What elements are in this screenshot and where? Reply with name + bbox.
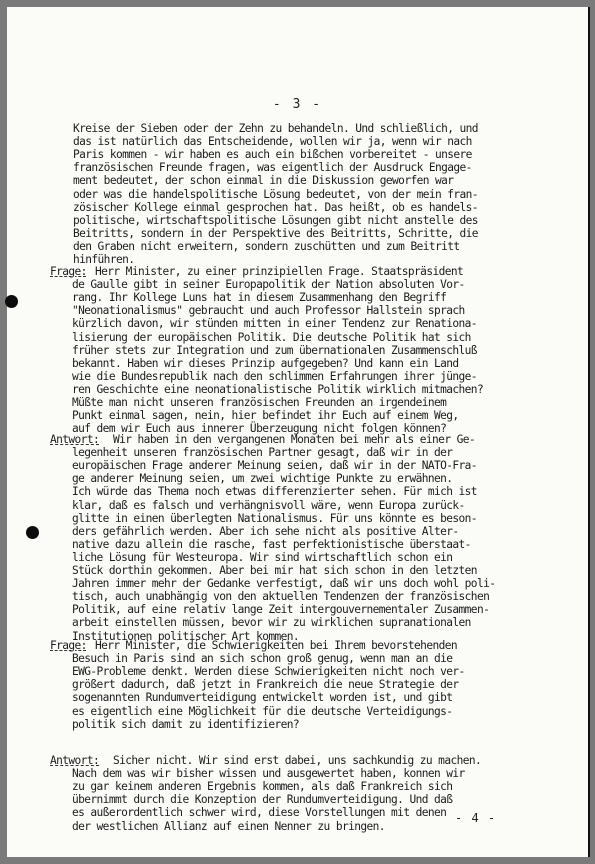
- text-line: sogenannten Rundumverteidigung entwickelt worden ist, und gibt: [72, 691, 453, 705]
- text-line: bekannt. Haben wir dieses Prinzip aufgegeben? Und kann ein Land: [72, 356, 459, 370]
- text-line: "Neonationalismus" gebraucht und auch Professor Hallstein sprach: [72, 304, 465, 318]
- punch-hole-bottom: [26, 526, 39, 539]
- text-line: Beitritts, sondern in der Perspektive des Beitritts, Schritte, die: [73, 226, 478, 240]
- text-line: auf dem wir Euch aus innerer Überzeugung nicht folgen können?: [72, 422, 447, 436]
- text-line: rang. Ihr Kollege Luns hat in diesem Zusammenhang den Begriff: [72, 291, 447, 305]
- text-line: zu gar keinem anderen Ergebnis kommen, als daß Frankreich sich: [72, 780, 453, 794]
- text-line: oder was die handelspolitische Lösung bedeutet, von der mein fran-: [73, 187, 478, 201]
- text-line: Herr Minister, zu einer prinzipiellen Frage. Staatspräsident: [95, 265, 464, 278]
- text-line: EWG-Probleme denkt. Werden diese Schwierigkeiten nicht noch ver-: [72, 665, 465, 679]
- text-line: Nach dem was wir bisher wissen und ausgewertet haben, konnen wir: [72, 767, 465, 781]
- page-number: - 3 -: [272, 97, 323, 112]
- document-page: [7, 7, 590, 857]
- text-line: früher stets zur Integration und zum übernationalen Zusammenschluß: [72, 343, 477, 357]
- text-line: kürzlich davon, wir stünden mitten in einer Tendenz zur Renationa-: [72, 317, 477, 331]
- text-line: glitte in einen überlegten Nationalismus. Für uns könnte es beson-: [72, 511, 477, 525]
- text-line: Herr Minister, die Schwierigkeiten bei Ihrem bevorstehenden: [95, 639, 457, 652]
- text-line: ge anderer Meinung seien, um zwei wichtige Punkte zu erwähnen.: [72, 472, 453, 486]
- text-line: liche Lösung für Westeuropa. Wir sind wirtschaftlich schon ein: [72, 550, 453, 564]
- text-line: europäischen Frage anderer Meinung seien, daß wir in der NATO-Fra-: [72, 459, 477, 473]
- text-line: tisch, auch unabhängig von den aktuellen Tendenzen der französischen: [72, 590, 490, 604]
- text-line: größert dadurch, daß jetzt in Frankreich die neue Strategie der: [72, 678, 459, 692]
- text-line: Paris kommen - wir haben es auch ein bißchen vorbereitet - unsere: [73, 148, 472, 162]
- text-line: der westlichen Allianz auf einen Nenner zu bringen.: [72, 819, 385, 833]
- text-line: übernimmt durch die Konzeption der Rundumverteidigung. Und daß: [72, 793, 453, 807]
- text-line: französischen Freunde fragen, was eigentlich der Ausdruck Engage-: [73, 161, 472, 175]
- text-line: zösischer Kollege einmal gesprochen hat. Das heißt, ob es handels-: [73, 200, 478, 214]
- text-line: arbeit einstellen müssen, bevor wir zu wirklichen supranationalen: [72, 616, 471, 630]
- text-line: ders gefährlich werden. Aber ich sehe nicht als positive Alter-: [72, 524, 459, 538]
- text-line: de Gaulle gibt in seiner Europapolitik der Nation absoluten Vor-: [72, 278, 465, 292]
- text-line: lisierung der europäischen Politik. Die deutsche Politik hat sich: [72, 330, 471, 344]
- text-line: politik sich damit zu identifizieren?: [72, 717, 300, 731]
- text-line: native dazu allein die rasche, fast perfektionistische überstaat-: [72, 537, 471, 551]
- text-line: Kreise der Sieben oder der Zehn zu behandeln. Und schließlich, und: [73, 122, 478, 135]
- text-line: Institutionen politischer Art kommen.: [72, 629, 300, 643]
- paragraph-label: Frage:: [50, 265, 87, 278]
- text-line: das ist natürlich das Entscheidende, wollen wir ja, wenn wir nach: [73, 135, 472, 149]
- text-line: Ich würde das Thema noch etwas differenzierter sehen. Für mich ist: [72, 485, 477, 499]
- text-line: Müßte man nicht unseren französischen Freunden an irgendeinem: [72, 396, 447, 409]
- footer-page-number: - 4 -: [455, 811, 497, 825]
- text-line: hinführen.: [73, 253, 135, 266]
- text-line: klar, daß es falsch und verhängnisvoll wäre, wenn Europa zurück-: [72, 498, 465, 512]
- paragraph-label: Frage:: [50, 639, 87, 652]
- text-line: ment bedeutet, der schon einmal in die Diskussion geworfen war: [73, 174, 454, 188]
- text-line: Wir haben in den vergangenen Monaten bei mehr als einer Ge-: [113, 433, 475, 446]
- text-line: ren Geschichte eine neonationalistische Politik wirklich mitmachen?: [72, 382, 484, 396]
- text-line: politische, wirtschaftspolitische Lösungen gibt nicht anstelle des: [73, 213, 478, 227]
- paragraph-label: Antwort:: [50, 754, 100, 767]
- text-line: Besuch in Paris sind an sich schon groß genug, wenn man an die: [72, 652, 453, 666]
- text-line: Punkt einmal sagen, nein, hier befindet ihr Euch auf einem Weg,: [72, 409, 459, 423]
- text-line: Politik, auf eine relativ lange Zeit intergouvernementaler Zusammen-: [72, 603, 490, 617]
- text-line: Stück dorthin gekommen. Aber bei mir hat sich schon in den letzten: [72, 564, 477, 577]
- text-line: es eigentlich eine Möglichkeit für die deutsche Verteidigungs-: [72, 704, 453, 718]
- text-line: es außerordentlich schwer wird, diese Vorstellungen mit denen: [72, 806, 447, 820]
- text-line: Jahren immer mehr der Gedanke verfestigt, daß wir uns doch wohl poli-: [72, 577, 496, 591]
- text-line: den Graben nicht erweitern, sondern zuschütten und zum Beitritt: [73, 239, 460, 253]
- text-line: legenheit unseren französischen Partner gesagt, daß wir in der: [72, 446, 453, 460]
- text-line: Sicher nicht. Wir sind erst dabei, uns sachkundig zu machen.: [113, 754, 482, 767]
- text-line: wie die Bundesrepublik nach den schlimmen Erfahrungen ihrer jünge-: [72, 369, 477, 383]
- paragraph-label: Antwort:: [50, 433, 100, 446]
- punch-hole-top: [5, 295, 18, 308]
